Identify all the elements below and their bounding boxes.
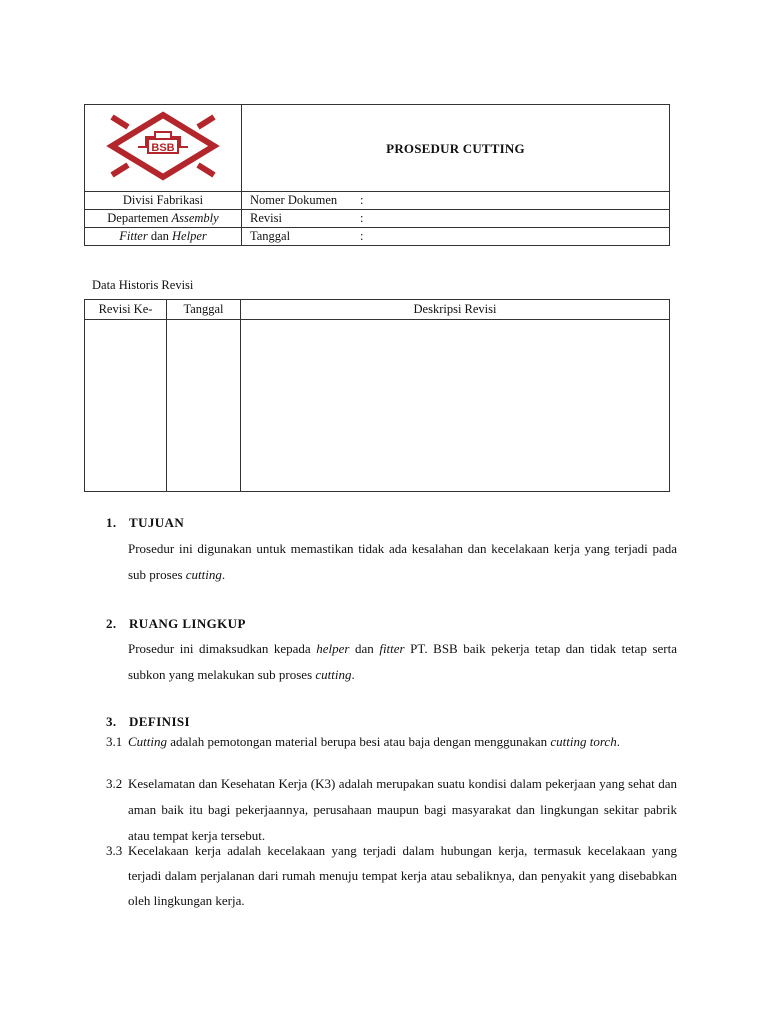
logo-text: BSB <box>151 141 175 154</box>
revision-label: Revisi <box>250 211 282 225</box>
revision-number-cell <box>85 320 167 492</box>
header-table <box>84 104 670 246</box>
definition-term: Cutting <box>128 734 168 749</box>
revision-sep: : <box>360 211 364 225</box>
doc-number-cell <box>242 192 670 210</box>
revision-description-cell <box>241 320 670 492</box>
section-heading: TUJUAN <box>129 515 185 530</box>
section-number: 2. <box>106 616 117 631</box>
division-cell: Divisi Fabrikasi <box>85 192 242 210</box>
ruang-helper: helper <box>316 641 350 656</box>
date-sep: : <box>360 229 364 243</box>
ruang-fitter: fitter <box>379 641 405 656</box>
section-number: 3. <box>106 714 117 729</box>
definition-text: Kecelakaan kerja adalah kecelakaan yang terjadi dalam hubungan kerja, termasuk kecelakaan yang terjadi dalam perjalanan dari rumah menuju tempat kerja atau sebaliknya, dan penyakit yang disebabkan oleh lingkungan kerja. <box>128 843 677 908</box>
date-cell <box>242 228 670 246</box>
col-revision-number: Revisi Ke- <box>85 300 167 320</box>
department-value: Assembly <box>171 211 219 225</box>
ruang-text-b: dan <box>349 641 380 656</box>
role-fitter: Fitter <box>119 229 148 243</box>
history-label: Data Historis Revisi <box>92 278 194 292</box>
ruang-text-a: Prosedur ini dimaksudkan kepada <box>128 641 317 656</box>
definition-end: . <box>616 734 620 749</box>
col-revision-description: Deskripsi Revisi <box>241 300 670 320</box>
section-ruang-text <box>128 636 677 688</box>
tujuan-text-italic: cutting <box>185 567 222 582</box>
tujuan-text-a: Prosedur ini digunakan untuk memastikan tidak ada kesalahan dan kecelakaan kerja yang terjadi pada sub proses <box>128 541 677 582</box>
section-definisi-title <box>106 714 190 730</box>
role-and: dan <box>147 229 173 243</box>
ruang-text-c: PT. BSB baik pekerja tetap dan tidak tetap serta subkon yang melakukan sub proses <box>128 641 677 682</box>
role-cell <box>85 228 242 246</box>
doc-number-label: Nomer Dokumen <box>250 193 338 207</box>
bsb-logo <box>102 107 224 185</box>
doc-number-sep: : <box>360 193 364 207</box>
section-heading: DEFINISI <box>129 714 190 729</box>
department-cell <box>85 210 242 228</box>
section-tujuan-text <box>128 536 677 588</box>
definition-text: adalah pemotongan material berupa besi atau baja dengan menggunakan <box>167 734 551 749</box>
section-heading: RUANG LINGKUP <box>129 616 246 631</box>
definition-item-3-3 <box>106 838 677 913</box>
section-tujuan-title <box>106 515 184 531</box>
ruang-cutting: cutting <box>315 667 352 682</box>
section-ruang-title <box>106 616 246 632</box>
ruang-text-d: . <box>351 667 355 682</box>
revision-date-cell <box>167 320 241 492</box>
col-revision-date: Tanggal <box>167 300 241 320</box>
definition-number: 3.1 <box>106 734 123 749</box>
department-label: Departemen <box>107 211 172 225</box>
revision-cell <box>242 210 670 228</box>
definition-tool: cutting torch <box>550 734 617 749</box>
role-helper: Helper <box>172 229 207 243</box>
company-logo-cell <box>85 105 242 192</box>
section-number: 1. <box>106 515 117 530</box>
table-row <box>85 320 670 492</box>
tujuan-text-b: . <box>221 567 226 582</box>
date-label: Tanggal <box>250 229 291 243</box>
document-title: PROSEDUR CUTTING <box>242 105 670 192</box>
revision-history-table <box>84 299 670 492</box>
definition-number: 3.3 <box>106 843 123 858</box>
definition-text: Keselamatan dan Kesehatan Kerja (K3) adalah merupakan suatu kondisi dalam pekerjaan yang sehat dan aman baik itu bagi pekerjaannya, perusahaan maupun bagi masyarakat dan lingkungan sekitar pabrik atau tempat kerja tersebut. <box>128 776 677 843</box>
definition-number: 3.2 <box>106 776 123 791</box>
definition-item-3-1 <box>106 730 677 753</box>
